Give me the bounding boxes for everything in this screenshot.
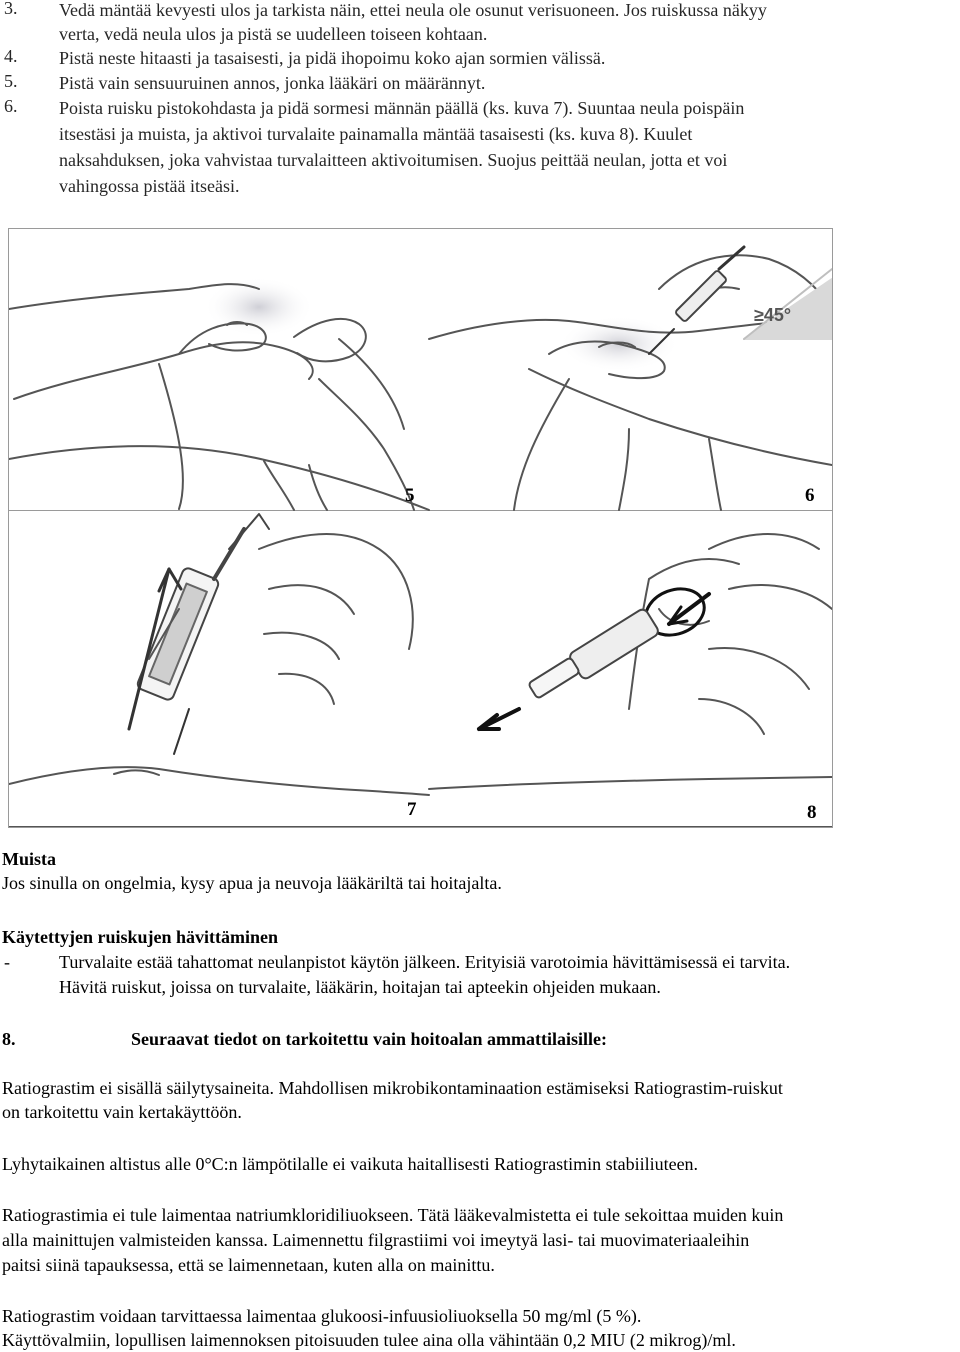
paragraph-1-line-1: Ratiograstim ei sisällä säilytysaineita. Mahdollisen mikrobikontaminaation estämiseksi Ratiograstim-ruiskut [2,1078,783,1098]
panel-label-5: 5 [405,485,415,506]
step-6-line-4: vahingossa pistää itseäsi. [59,176,240,196]
paragraph-4-line-2: Käyttövalmiin, lopullisen laimennoksen pitoisuuden tulee aina olla vähintään 0,2 MIU (2 mikrog)/ml. [2,1330,736,1350]
step-5-number: 5. [4,71,18,91]
injection-illustration [8,228,833,828]
step-4-line-1: Pistä neste hitaasti ja tasaisesti, ja pidä ihopoimu koko ajan sormien välissä. [59,48,606,68]
panel-label-7: 7 [407,799,417,820]
illustration-drawing [9,229,832,827]
panel-5-pinch-drawing [9,277,429,510]
disposal-heading: Käytettyjen ruiskujen hävittäminen [2,927,278,947]
step-6-line-1: Poista ruisku pistokohdasta ja pidä sormesi männän päällä (ks. kuva 7). Suuntaa neula poispäin [59,98,745,118]
step-4-number: 4. [4,46,18,66]
remember-heading: Muista [2,849,56,869]
paragraph-4-line-1: Ratiograstim voidaan tarvittaessa laimentaa glukoosi-infuusioliuoksella 50 mg/ml (5 %). [2,1306,642,1326]
disposal-line-1: Turvalaite estää tahattomat neulanpistot käytön jälkeen. Erityisiä varotoimia hävittämisessä ei tarvita. [59,952,791,972]
angle-label: ≥45° [754,305,792,325]
step-6-line-3: naksahduksen, joka vahvistaa turvalaitteen aktivoitumisen. Suojus peittää neulan, jotta et voi [59,150,728,170]
step-6-line-2: itsestäsi ja muista, ja aktivoi turvalaite painamalla mäntää tasaisesti (ks. kuva 8). Kuulet [59,124,693,144]
step-5-line-1: Pistä vain sensuuruinen annos, jonka lääkäri on määrännyt. [59,73,486,93]
section-8-number: 8. [2,1029,16,1049]
disposal-line-2: Hävitä ruiskut, joissa on turvalaite, lääkärin, hoitajan tai apteekin ohjeiden mukaan. [59,977,661,997]
section-8-heading: Seuraavat tiedot on tarkoitettu vain hoitoalan ammattilaisille: [131,1029,607,1049]
panel-6-insert-drawing [429,247,832,510]
remember-text: Jos sinulla on ongelmia, kysy apua ja neuvoja lääkäriltä tai hoitajalta. [2,873,502,893]
step-3-line-1: Vedä mäntää kevyesti ulos ja tarkista näin, ettei neula ole osunut verisuoneen. Jos ruiskussa näkyy [59,0,767,20]
step-3-number: 3. [4,0,18,18]
paragraph-2-line-1: Lyhytaikainen altistus alle 0°C:n lämpötilalle ei vaikuta haitallisesti Ratiograstimin stabiiliuteen. [2,1154,699,1174]
panel-label-6: 6 [805,485,815,506]
step-6-number: 6. [4,96,18,116]
disposal-bullet: - [4,952,10,972]
paragraph-3-line-1: Ratiograstimia ei tule laimentaa natriumkloridiliuokseen. Tätä lääkevalmistetta ei tule sekoittaa muiden kuin [2,1205,784,1225]
paragraph-1-line-2: on tarkoitettu vain kertakäyttöön. [2,1102,242,1122]
panel-label-8: 8 [807,802,817,823]
paragraph-3-line-3: paitsi siinä tapauksessa, että se laimennetaan, kuten alla on mainittu. [2,1255,495,1275]
step-3-line-2: verta, vedä neula ulos ja pistä se uudelleen toiseen kohtaan. [59,24,488,44]
panel-7-withdraw-drawing [9,514,429,827]
panel-8-activate-drawing [429,534,832,827]
paragraph-3-line-2: alla mainittujen valmisteiden kanssa. Laimennettu filgrastiimi voi imeytyä lasi- tai muovimateriaaleihin [2,1230,750,1250]
